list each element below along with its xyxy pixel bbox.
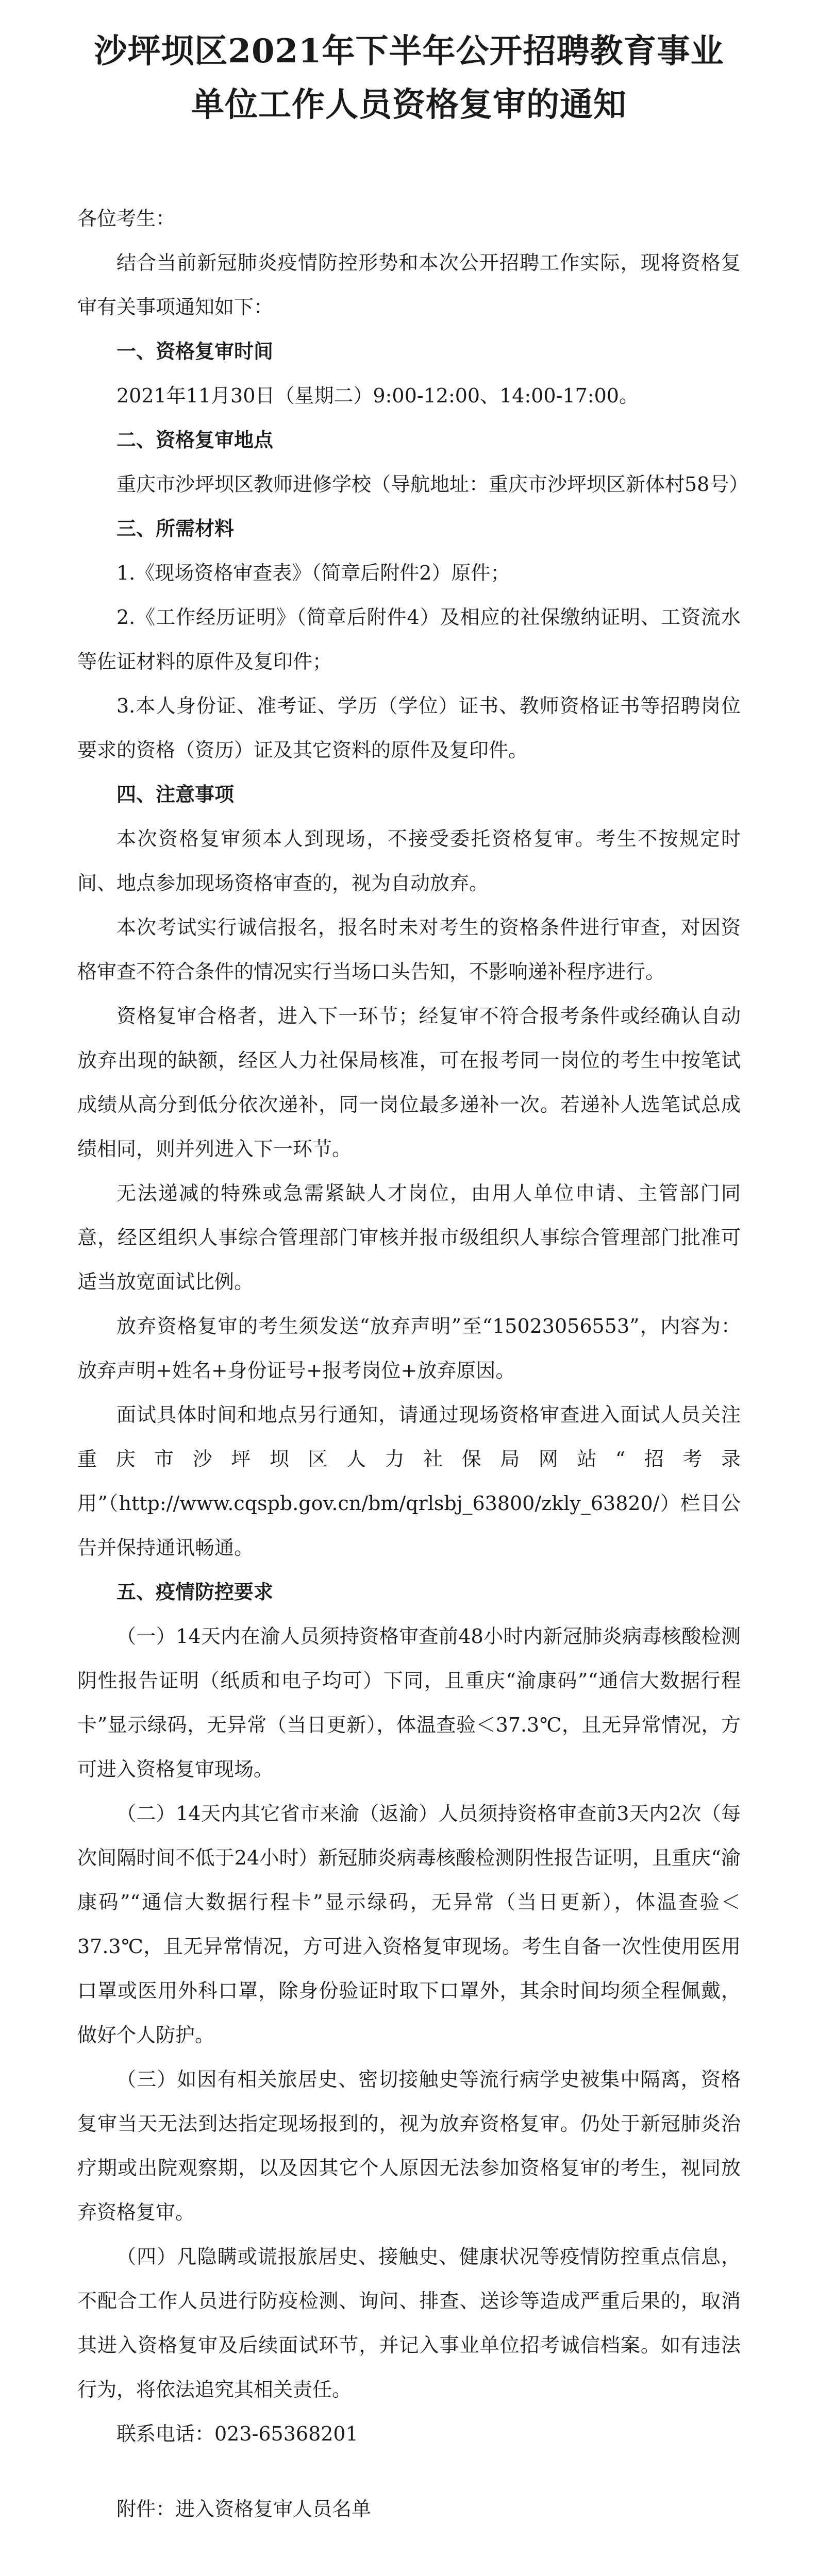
attachment-note: 附件：进入资格复审人员名单 (116, 2498, 372, 2520)
epidemic-paragraph: （二）14天内其它省市来渝（返渝）人员须持资格审查前3天内2次（每次间隔时间不低于24小时）新冠肺炎病毒核酸检测阴性报告证明，且重庆“渝康码”“通信大数据行程卡”显示绿码，无异常（当日更新），体温查验＜37.3℃，且无异常情况，方可进入资格复审现场。考生自备一次性使用医用口罩或医用外科口罩，除身份验证时取下口罩外，其余时间均须全程佩戴，做好个人防护。 (77, 1802, 741, 2046)
section-heading-notes: 四、注意事项 (116, 783, 235, 806)
notes-paragraph: 面试具体时间和地点另行通知，请通过现场资格审查进入面试人员关注重庆市沙坪坝区人力社保局网站“招考录用”（http://www.cqspb.gov.cn/bm/qrlsbj_63800/zkly_63820/）栏目公告并保持通讯畅通。 (77, 1403, 741, 1559)
section-heading-materials: 三、所需材料 (116, 517, 235, 540)
contact-phone: 联系电话：023-65368201 (116, 2422, 358, 2445)
section-heading-time: 一、资格复审时间 (116, 340, 274, 363)
section-heading-location: 二、资格复审地点 (116, 428, 274, 451)
notes-paragraph: 资格复审合格者，进入下一环节；经复审不符合报考条件或经确认自动放弃出现的缺额，经区人力社保局核准，可在报考同一岗位的考生中按笔试成绩从高分到低分依次递补，同一岗位最多递补一次。若递补人选笔试总成绩相同，则并列进入下一环节。 (77, 1005, 741, 1160)
materials-item: 3.本人身份证、准考证、学历（学位）证书、教师资格证书等招聘岗位要求的资格（资历）证及其它资料的原件及复印件。 (77, 694, 741, 761)
materials-item: 1.《现场资格审查表》（简章后附件2）原件； (116, 562, 510, 584)
section-body-time: 2021年11月30日（星期二）9:00-12:00、14:00-17:00。 (116, 384, 639, 407)
notes-paragraph: 本次考试实行诚信报名，报名时未对考生的资格条件进行审查，对因资格审查不符合条件的情况实行当场口头告知，不影响递补程序进行。 (77, 916, 741, 983)
title-line-2: 单位工作人员资格复审的通知 (191, 86, 627, 124)
notes-paragraph: 本次资格复审须本人到现场，不接受委托资格复审。考生不按规定时间、地点参加现场资格审查的，视为自动放弃。 (77, 827, 741, 894)
notes-paragraph: 无法递减的特殊或急需紧缺人才岗位，由用人单位申请、主管部门同意，经区组织人事综合管理部门审核并报市级组织人事综合管理部门批准可适当放宽面试比例。 (77, 1182, 741, 1293)
epidemic-paragraph: （四）凡隐瞒或谎报旅居史、接触史、健康状况等疫情防控重点信息，不配合工作人员进行防疫检测、询问、排查、送诊等造成严重后果的，取消其进入资格复审及后续面试环节，并记入事业单位招考诚信档案。如有违法行为，将依法追究其相关责任。 (77, 2245, 741, 2401)
epidemic-paragraph: （一）14天内在渝人员须持资格审查前48小时内新冠肺炎病毒核酸检测阴性报告证明（纸质和电子均可）下同，且重庆“渝康码”“通信大数据行程卡”显示绿码，无异常（当日更新），体温查验＜37.3℃，且无异常情况，方可进入资格复审现场。 (77, 1625, 741, 1781)
intro-paragraph: 结合当前新冠肺炎疫情防控形势和本次公开招聘工作实际，现将资格复审有关事项通知如下： (77, 251, 741, 318)
title-line-1: 沙坪坝区2021年下半年公开招聘教育事业 (94, 32, 724, 71)
page-title (77, 25, 741, 132)
section-heading-epidemic: 五、疫情防控要求 (116, 1580, 274, 1603)
materials-item: 2.《工作经历证明》（简章后附件4）及相应的社保缴纳证明、工资流水等佐证材料的原件及复印件； (77, 606, 741, 673)
notes-paragraph: 放弃资格复审的考生须发送“放弃声明”至“15023056553”，内容为：放弃声明+姓名+身份证号+报考岗位+放弃原因。 (77, 1315, 741, 1382)
salutation: 各位考生： (77, 207, 176, 230)
epidemic-paragraph: （三）如因有相关旅居史、密切接触史等流行病学史被集中隔离，资格复审当天无法到达指定现场报到的，视为放弃资格复审。仍处于新冠肺炎治疗期或出院观察期，以及因其它个人原因无法参加资格复审的考生，视同放弃资格复审。 (77, 2068, 741, 2224)
section-body-location: 重庆市沙坪坝区教师进修学校（导航地址：重庆市沙坪坝区新体村58号） (116, 473, 749, 496)
